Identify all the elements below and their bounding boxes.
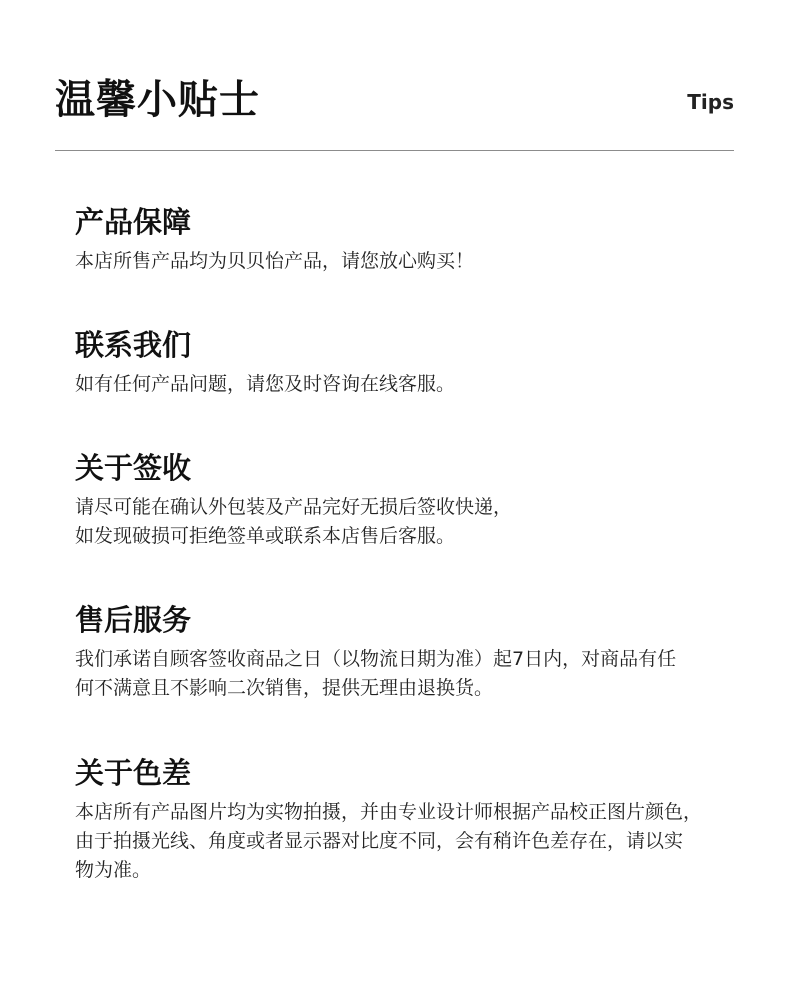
section-text-line: 由于拍摄光线、角度或者显示器对比度不同，会有稍许色差存在，请以实 — [75, 830, 684, 852]
section-product-guarantee — [75, 203, 735, 276]
section-body — [75, 645, 735, 703]
section-color-difference — [75, 754, 735, 885]
section-text-line: 如有任何产品问题，请您及时咨询在线客服。 — [75, 373, 456, 395]
section-title: 关于签收 — [75, 451, 192, 485]
section-title: 售后服务 — [75, 603, 192, 637]
section-text-line: 请尽可能在确认外包装及产品完好无损后签收快递， — [75, 496, 513, 518]
section-text-line: 本店所有产品图片均为实物拍摄，并由专业设计师根据产品校正图片颜色， — [75, 801, 703, 823]
section-title: 联系我们 — [75, 328, 192, 362]
section-title: 关于色差 — [75, 756, 192, 790]
section-body — [75, 247, 735, 276]
section-body — [75, 370, 735, 399]
page-title: 温馨小贴士 — [55, 77, 260, 123]
section-contact-us — [75, 326, 735, 399]
header-divider — [55, 150, 734, 151]
section-text-line: 何不满意且不影响二次销售，提供无理由退换货。 — [75, 677, 494, 699]
section-text-line: 物为准。 — [75, 859, 152, 881]
section-body — [75, 798, 735, 885]
section-text-line: 我们承诺自顾客签收商品之日（以物流日期为准）起7日内，对商品有任 — [75, 648, 677, 670]
tips-label: Tips — [687, 90, 734, 114]
section-text-line: 如发现破损可拒绝签单或联系本店售后客服。 — [75, 525, 456, 547]
section-after-sales — [75, 601, 735, 703]
section-about-delivery — [75, 449, 735, 551]
section-text-line: 本店所售产品均为贝贝怡产品，请您放心购买！ — [75, 250, 475, 272]
section-title: 产品保障 — [75, 205, 192, 239]
section-body — [75, 493, 735, 551]
